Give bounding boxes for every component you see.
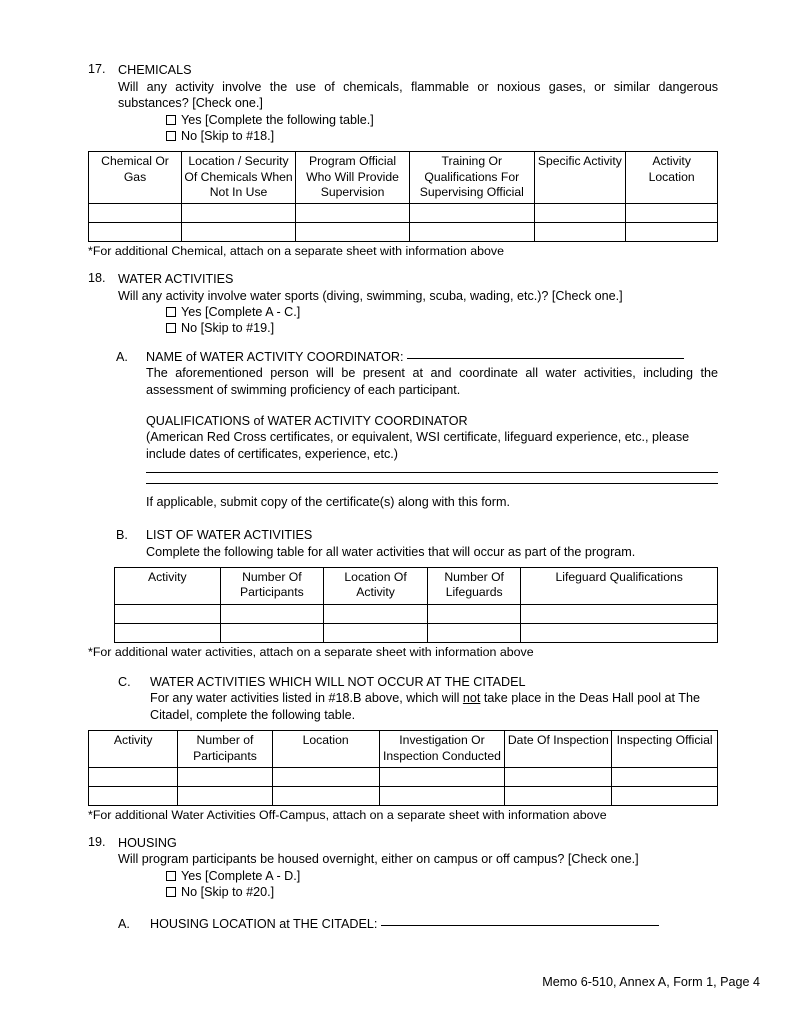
- table-cell[interactable]: [89, 222, 182, 241]
- section-chemicals: [88, 62, 718, 259]
- checkbox-icon[interactable]: [166, 871, 176, 881]
- chemicals-option-yes[interactable]: [88, 112, 718, 128]
- table-cell[interactable]: [505, 786, 612, 805]
- water-sub-a-letter: A.: [116, 349, 128, 364]
- table-cell[interactable]: [534, 203, 626, 222]
- table-cell[interactable]: [115, 604, 221, 623]
- table-cell[interactable]: [220, 623, 324, 642]
- table-cell[interactable]: [115, 623, 221, 642]
- water-offcampus-para-pre: For any water activities listed in #18.B above, which will: [150, 691, 463, 706]
- checkbox-icon[interactable]: [166, 887, 176, 897]
- table-header-cell: Date Of Inspection: [505, 731, 612, 767]
- checkbox-icon[interactable]: [166, 323, 176, 333]
- water-sub-b: [88, 527, 718, 560]
- chemicals-heading-block: [88, 62, 718, 112]
- chemicals-option-yes-label: Yes [Complete the following table.]: [181, 112, 374, 127]
- table-cell[interactable]: [379, 767, 505, 786]
- water-option-no[interactable]: [88, 320, 718, 336]
- table-cell[interactable]: [612, 786, 718, 805]
- table-header-cell: Investigation Or Inspection Conducted: [379, 731, 505, 767]
- table-cell[interactable]: [182, 222, 296, 241]
- water-offcampus-footnote: *For additional Water Activities Off-Campus, attach on a separate sheet with information above: [88, 807, 607, 822]
- chemicals-question: Will any activity involve the use of chemicals, flammable or noxious gases, or similar dangerous substances? [Check one.]: [118, 79, 718, 111]
- water-question: Will any activity involve water sports (diving, swimming, scuba, wading, etc.)? [Check one.]: [118, 288, 623, 303]
- table-cell[interactable]: [521, 623, 718, 642]
- chemicals-number: 17.: [88, 62, 106, 76]
- table-header-cell: Specific Activity: [534, 152, 626, 204]
- housing-sub-a: [88, 916, 718, 933]
- housing-option-no[interactable]: [88, 884, 718, 900]
- table-row[interactable]: [115, 623, 718, 642]
- housing-option-yes-label: Yes [Complete A - D.]: [181, 868, 301, 883]
- checkbox-icon[interactable]: [166, 131, 176, 141]
- water-coordinator-para: The aforementioned person will be present at and coordinate all water activities, including the assessment of swimming proficiency of each participant.: [146, 366, 718, 397]
- table-header-cell: Number Of Lifeguards: [427, 568, 520, 604]
- table-header-cell: Lifeguard Qualifications: [521, 568, 718, 604]
- housing-option-no-label: No [Skip to #20.]: [181, 885, 275, 900]
- housing-option-yes[interactable]: [88, 868, 718, 884]
- table-header-row: [89, 731, 718, 767]
- water-qualifications-title: QUALIFICATIONS of WATER ACTIVITY COORDINATOR: [146, 413, 468, 428]
- table-cell[interactable]: [296, 203, 410, 222]
- table-row[interactable]: [89, 203, 718, 222]
- table-cell[interactable]: [427, 604, 520, 623]
- housing-number: 19.: [88, 834, 106, 849]
- water-sub-a: [88, 349, 718, 511]
- table-row[interactable]: [115, 604, 718, 623]
- water-option-no-label: No [Skip to #19.]: [181, 321, 275, 336]
- table-header-cell: Program Official Who Will Provide Supervision: [296, 152, 410, 204]
- checkbox-icon[interactable]: [166, 115, 176, 125]
- section-housing: [88, 835, 718, 933]
- water-certificate-para: If applicable, submit copy of the certificate(s) along with this form.: [146, 495, 510, 510]
- water-offcampus-title: WATER ACTIVITIES WHICH WILL NOT OCCUR AT THE CITADEL: [150, 674, 526, 689]
- table-header-cell: Location / Security Of Chemicals When Not In Use: [182, 152, 296, 204]
- table-cell[interactable]: [410, 203, 534, 222]
- water-coordinator-label: NAME of WATER ACTIVITY COORDINATOR:: [146, 349, 404, 364]
- table-cell[interactable]: [505, 767, 612, 786]
- table-cell[interactable]: [534, 222, 626, 241]
- page-footer: Memo 6-510, Annex A, Form 1, Page 4: [542, 975, 760, 989]
- water-activities-footnote: *For additional water activities, attach on a separate sheet with information above: [88, 644, 534, 659]
- table-cell[interactable]: [182, 203, 296, 222]
- water-offcampus-para: [150, 690, 718, 723]
- table-header-cell: Training Or Qualifications For Supervising Official: [410, 152, 534, 204]
- table-cell[interactable]: [89, 203, 182, 222]
- table-header-cell: Inspecting Official: [612, 731, 718, 767]
- chemicals-option-no-label: No [Skip to #18.]: [181, 129, 275, 144]
- table-header-row: [115, 568, 718, 604]
- table-header-cell: Location Of Activity: [324, 568, 428, 604]
- chemicals-table: [88, 151, 718, 242]
- table-row[interactable]: [89, 222, 718, 241]
- table-cell[interactable]: [324, 604, 428, 623]
- water-sub-b-letter: B.: [116, 527, 128, 542]
- housing-sub-a-letter: A.: [118, 917, 130, 932]
- chemicals-option-no[interactable]: [88, 128, 718, 144]
- water-offcampus-table: [88, 730, 718, 805]
- table-cell[interactable]: [410, 222, 534, 241]
- water-activities-table: [114, 567, 718, 642]
- table-header-cell: Activity: [115, 568, 221, 604]
- table-cell[interactable]: [89, 786, 178, 805]
- chemicals-footnote: *For additional Chemical, attach on a separate sheet with information above: [88, 243, 505, 258]
- table-cell[interactable]: [626, 203, 718, 222]
- water-number: 18.: [88, 270, 106, 285]
- table-cell[interactable]: [89, 767, 178, 786]
- table-row[interactable]: [89, 786, 718, 805]
- table-header-cell: Activity: [89, 731, 178, 767]
- table-header-cell: Number Of Participants: [220, 568, 324, 604]
- housing-question: Will program participants be housed overnight, either on campus or off campus? [Check one.]: [118, 852, 639, 867]
- table-cell[interactable]: [178, 767, 272, 786]
- housing-heading-block: [88, 835, 718, 868]
- water-title: WATER ACTIVITIES: [118, 271, 234, 286]
- housing-location-label: HOUSING LOCATION at THE CITADEL:: [150, 917, 378, 932]
- water-sub-c: [88, 674, 718, 724]
- table-header-cell: Location: [272, 731, 379, 767]
- water-coordinator-line: [146, 349, 718, 366]
- table-row[interactable]: [89, 767, 718, 786]
- housing-location-input[interactable]: [381, 925, 659, 926]
- table-cell[interactable]: [296, 222, 410, 241]
- table-header-row: [89, 152, 718, 204]
- housing-location-line: [150, 916, 718, 933]
- housing-title: HOUSING: [118, 835, 177, 850]
- section-water-activities: [88, 271, 718, 823]
- chemicals-title: CHEMICALS: [118, 63, 192, 77]
- table-cell[interactable]: [220, 604, 324, 623]
- table-cell[interactable]: [324, 623, 428, 642]
- table-cell[interactable]: [178, 786, 272, 805]
- water-list-para: Complete the following table for all water activities that will occur as part of the program.: [146, 544, 636, 559]
- water-option-yes-label: Yes [Complete A - C.]: [181, 305, 301, 320]
- water-offcampus-para-post: take place in the Deas Hall pool at The Citadel, complete the following table.: [150, 691, 700, 722]
- table-cell[interactable]: [612, 767, 718, 786]
- table-header-cell: Chemical Or Gas: [89, 152, 182, 204]
- table-header-cell: Number of Participants: [178, 731, 272, 767]
- table-cell[interactable]: [626, 222, 718, 241]
- checkbox-icon[interactable]: [166, 307, 176, 317]
- table-header-cell: Activity Location: [626, 152, 718, 204]
- water-offcampus-para-underline: not: [462, 691, 481, 706]
- water-coordinator-input[interactable]: [407, 358, 684, 359]
- table-cell[interactable]: [379, 786, 505, 805]
- water-option-yes[interactable]: [88, 304, 718, 320]
- water-sub-c-letter: C.: [118, 674, 131, 689]
- table-cell[interactable]: [272, 786, 379, 805]
- water-list-title: LIST OF WATER ACTIVITIES: [146, 527, 313, 542]
- table-cell[interactable]: [427, 623, 520, 642]
- water-heading-block: [88, 271, 718, 304]
- table-cell[interactable]: [272, 767, 379, 786]
- table-cell[interactable]: [521, 604, 718, 623]
- water-qualifications-para: (American Red Cross certificates, or equivalent, WSI certificate, lifeguard experience, etc., please include dates of certificates, experience, etc.): [146, 430, 690, 461]
